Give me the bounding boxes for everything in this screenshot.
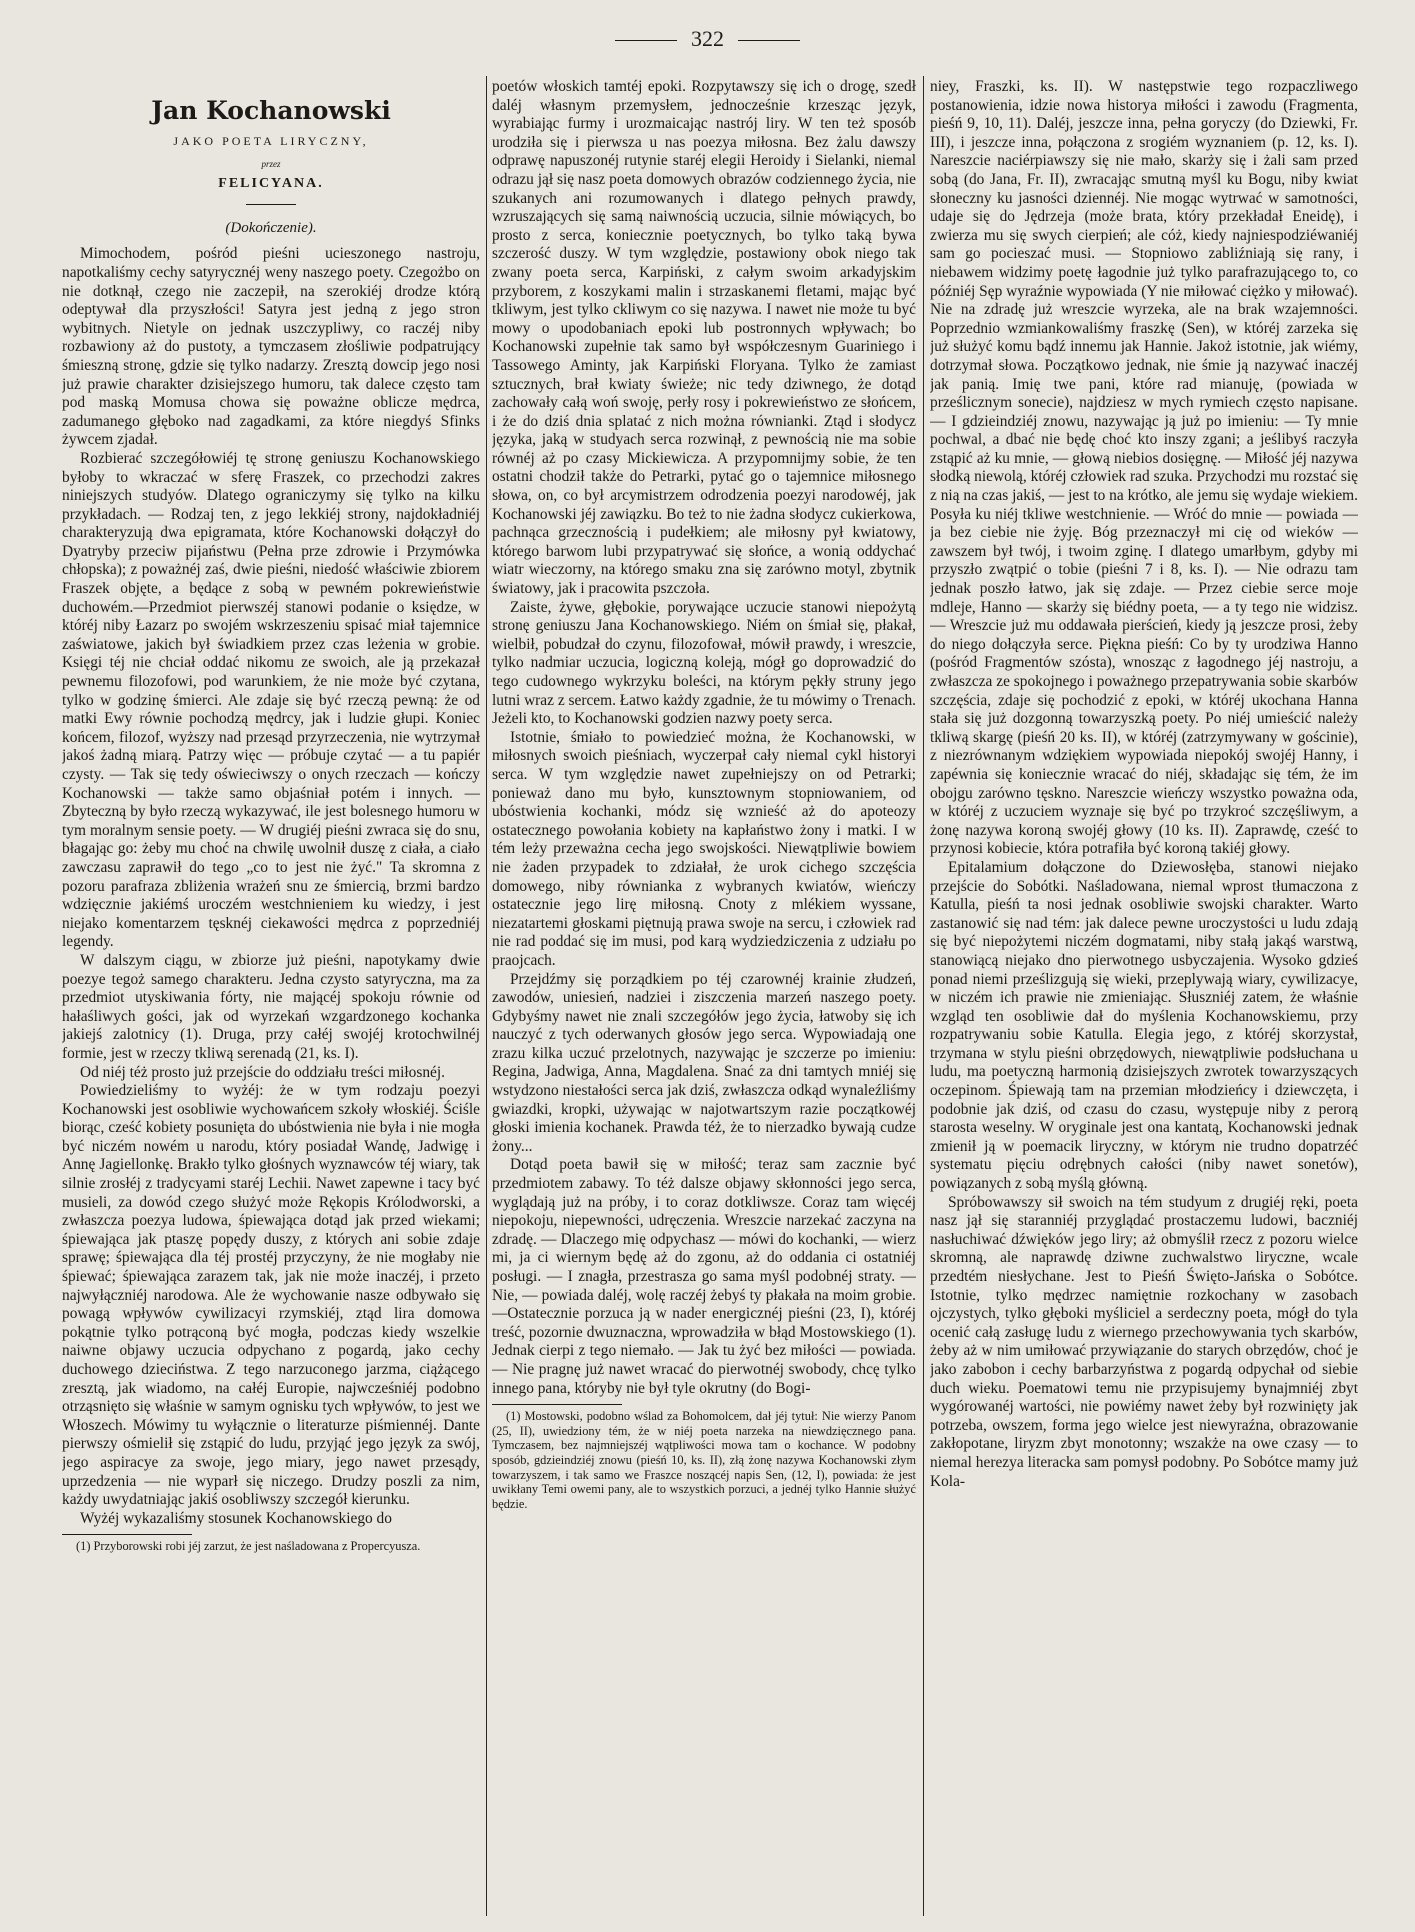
column-1	[62, 78, 480, 1916]
article-title: Jan Kochanowski	[151, 96, 391, 125]
paragraph: Istotnie, śmiało to powiedzieć można, że Kochanowski, w miłosnych swoich pieśniach, wyczerpał cały niemal cykl historyi serca. W tym względzie nawet zupełniejszy on od Petrarki; ponieważ dano mu było, kunsztownym stopniowaniem, od ubóstwienia kochanki, módz się wznieść aż do apoteozy ostatecznego powołania kobiety na kapłaństwo żony i matki. I w tém leży przeważna cecha jego swojskości. Niewątpliwie bowiem nie żaden przypadek to zdziałał, że urok cichego szczęścia domowego, niby równianka z wybranych kwiatów, wieńczy ostatecznie jego lirę miłosną. Cnoty z mlékiem wyssane, niezatartemi głoskami piętnują prawa swoje na sercu, i człowiek rad nie rad poddać się im musi, pod karą wydziedziczenia z udziału po praojcach.	[492, 728, 916, 969]
paragraph: Mimochodem, pośród pieśni ucieszonego nastroju, napotkaliśmy cechy satyrycznéj weny naszego poety. Czegożbo on nie dotknął, czego nie zaczepił, na szerokiéj drodze którą odeptywał dla przyszłości! Satyra jest jedną z jego stron wybitnych. Nietyle on jednak uszczypliwy, co raczéj niby rozbawiony aż do pustoty, a tymczasem złośliwie podpatrujący śmieszną stronę, gdzie się tylko nadarzy. Zresztą dowcip jego nosi już prawie charakter dzisiejszego humoru, tak dalece często tam pod maską Momusa chowa się poważne oblicze mędrca, zadumanego głęboko nad zagadkami, za które niegdyś Sfinks żywcem zjadał.	[62, 245, 480, 449]
column-divider	[923, 76, 924, 1916]
paragraph: Spróbowawszy sił swoich na tém studyum z drugiéj ręki, poeta nasz jął się staranniéj przyglądać prostaczemu ludowi, baczniéj nasłuchiwać dźwięków jego liry; aż obmyślił rzecz z pozoru wielce skromną, ale naprawdę dziwne zuchwalstwo liryczne, wcale przedtém niesłychane. Jest to Pieśń Święto-Jańska o Sobótce. Istotnie, tylko mędrzec namiętnie rozkochany w zasobach ojczystych, tylko głęboki myśliciel a serdeczny poeta, mógł do tyla ocenić całą zasługę ludu z wiernego przechowywania tych skarbów, żeby aż w nim umiłować przywiązanie do starych obrzędów, choć je jako zabobon i cechy barbarzyństwa z pogardą odpychał od siebie duch wieku. Poematowi temu nie przypisujemy bynajmniéj zbyt wygórowanéj wartości, nie powiémy nawet żeby był rozwinięty jak potrzeba, owszem, forma jego wielce jest niewyraźna, obrazowanie zakłopotane, liryzm zbyt monotonny; wszakże na owe czasy — to niemal herezya literacka sam pomysł podobny. Po Sobótce mamy już Kola-	[930, 1193, 1358, 1490]
paragraph: poetów włoskich tamtéj epoki. Rozpytawszy się ich o drogę, szedł daléj własnym przemysłem, jednocześnie krzesząc język, wyrabiając furmy i urozmaicając nastrój liry. W ten też sposób urodziła się i pierwsza u nas poezya miłosna. Bez żalu dawszy odprawę napuszonéj rutynie staréj elegii Heroidy i Sielanki, niemal odrazu jął się nasz poeta domowych obrazów codziennego życia, nie szukanych ani rozumowanych i dlatego pełnych prawdy, wzruszających się samą naiwnością uczucia, silnie mówiących, bo prosto z serca, koniecznie poetycznych, bo tylko taką bywa szczerość duszy. W tym względzie, postawiony obok niego tak zwany poeta serca, Karpiński, z całym swoim arkadyjskim przyborem, z koszykami malin i strzaskanemi fletami, mając być tkliwym, jest tylko ckliwym co się nazywa. I nawet nie może tu być mowy o upodobaniach epoki lub postronnych wpływach; bo Kochanowski zupełnie tak samo był współczesnym Guariniego i Tassowego Aminty, jak Karpiński Floryana. Tylko że zamiast sztucznych, brał kwiaty świeże; nic tedy dziwnego, że dotąd zachowały całą woń swoję, perły rosy i pokrewieństwo ze słońcem, i że do dziś dnia splatać z nich można równianki. Ztąd i słodycz języka, jaką w studyach serca rozwinął, z pewnością nie ma sobie równéj aż po czasy Mickiewicza. A przypomnijmy sobie, że ten ostatni chodził także do Petrarki, pytać go o tajemnice miłosnego słowa, on, co był arcymistrzem odrodzenia poezyi narodowéj, jak Kochanowski jéj zawiązku. Bo też to nie żadna słodycz cukierkowa, pachnąca grzecznością i pudełkiem; ale miłosny pył kwiatowy, którego barwom lubi przypatrywać się słońce, a wonią oddychać wiatr wieczorny, na którego smaku zna się zarówno motyl, zbytnik światowy, jak i pracowita pszczoła.	[492, 78, 916, 598]
title-rule	[246, 204, 296, 205]
page-number: 322	[691, 26, 724, 51]
column-divider	[486, 76, 487, 1916]
paragraph: Rozbierać szczegółowiéj tę stronę geniuszu Kochanowskiego byłoby to wkraczać w sferę Fraszek, co przechodzi zakres niniejszych studyów. Dlatego ograniczymy się tylko na kilku przykładach. — Rodzaj ten, z jego lekkiéj strony, najdokładniéj charakteryzują dwa epigramata, które Kochanowski dołączył do Dyatryby przeciw pijaństwu (Pełna prze zdrowie i Przymówka chłopska); z poważnéj zaś, dwie pieśni, niedość właściwie zbiorem Fraszek objęte, a będące z sobą w pewném pokrewieństwie duchowém.—Przedmiot pierwszéj stanowi podanie o księdze, w któréj niby Łazarz po swojém wskrzeszeniu spisać miał tajemnice zaświatowe, jakich był świadkiem przez czas leżenia w grobie. Księgi téj nie chciał oddać nikomu ze swoich, ale ją przekazał pewnemu filozofowi, pod warunkiem, że nie może być czytana, tylko w godzinę śmierci. Ale zdaje się być rzeczą pewną: że od matki Ewy równie pochodzą mędrcy, jak i ludzie głupi. Koniec końcem, filozof, wyższy nad przesąd przyrzeczenia, nie wytrzymał jakoś żadną miarą. Patrzy więc — próbuje czytać — a tu papiér czysty. — Tak się tedy oświeciwszy o onych rzeczach — kończy Kochanowski — także samo objaśniał potém i innych. — Zbyteczną by było rzeczą wykazywać, ile jest bolesnego humoru w tym moralnym sensie poety. — W drugiéj pieśni zwraca się do snu, błagając go: żeby mu choć na chwilę uwolnił duszę z ciała, a ciało zawczasu zaprawił do tego „co to jest nie żyć." Ta skromna z pozoru parafraza zbliżenia wrażeń snu ze śmiercią, brzmi bardzo wdzięcznie jakiémś uroczém westchnieniem ku wiedzy, i jest niejako komentarzem tęsknéj ciekawości mędrca z poprzedniéj legendy.	[62, 449, 480, 951]
page-number-header	[0, 26, 1415, 52]
paragraph: niey, Fraszki, ks. II). W następstwie tego rozpaczliwego postanowienia, idzie nowa historya miłości i zawodu (Fragmenta, pieśń 9, 10, 11). Daléj, jeszcze inna, pełna goryczy (do Dziewki, Fr. III), i jeszcze inna, połączona z srogiém wyznaniem (p. 12, ks. I). Nareszcie naciérpiawszy się nie mało, skarży się i żali sam przed sobą (do Jana, Fr. II), zwracając smutną myśl ku Bogu, niby kwiat słoneczny ku jasności dziennéj. Nie mogąc wytrwać w samotności, udaje się do Jędrzeja (może brata, który przekładał Eneidę), i zwierza mu się swych cierpień; ale cóż, kiedy najniespodziéwaniéj sam go pocieszać musi. — Stopniowo zabliźniają się rany, i niebawem widzimy poetę łagodnie już tylko parafrazującego to, co późniéj Sęp wyraźnie wypowiada (Y nie miłować ciężko y miłować). Nie na zdradę już wreszcie wyrzeka, ale na brak wzajemności. Poprzednio wzmiankowaliśmy fraszkę (Sen), w któréj zarzeka się już służyć komu bądź innemu jak Hannie. Jakoż istotnie, jak wiémy, dotrzymał słowa. Początkowo jednak, nie śmie ją nazywać inaczéj jak panią. Imię twe pani, które rad mianuję, (powiada w prześlicznym sonecie), najdziesz w mych rymiech często napisane. — I gdzieindziéj znowu, nazywając ją już po imieniu: — Ty mnie pochwal, a dbać nie będę choć kto inszy zgani; a jeślibyś raczyła zstąpić aż ku mnie, — głową niebios dosięgnę. — Miłość jéj nazywa słodką niewolą, któréj człowiek rad szuka. Przychodzi mu rozstać się z nią na czas jakiś, — jest to na krótko, ale jemu się wydaje wiekiem. Posyła ku niéj tkliwe westchnienie. — Wróć do mnie — powiada — ja bez ciebie nie żyję. Bóg przeznaczył mi cię od wieków — zawszem był twój, i twoim zginę. I dlatego umarłbym, gdyby mi przyszło zwątpić o tobie (pieśni 7 i 8, ks. I). — Nie odrazu tam jednak poszło łatwo, jak się zdaje. — Przez ciebie serce moje mdleje, Hanno — skarży się biédny poeta, — a ty tego nie widzisz. — Wreszcie już mu oddawała pierścień, kiedy ją jeszcze prosi, żeby do niego dołączyła serce. Piękna pieśń: Co by ty urodziwa Hanno (pośród Fragmentów szósta), wnosząc z łagodnego jéj nastroju, a zwłaszcza ze spokojnego i poważnego przepatrywania sobie skarbów szczęścia, zdaje się pochodzić z epoki, w któréj ukochana Hanna stała się już dozgonną towarzyszką poety. Po niéj umieścić należy tkliwą skargę (pieśń 20 ks. II), w któréj (zatrzymywany w gościnie), z niezrównanym wdziękiem wypowiada niepokój swojéj Hanny, i zapéwnia się koniecznie wracać do niéj, składając się tém, że im obojgu zarówno tęskno. Nareszcie wieńczy wszystko poważna oda, w któréj z uczuciem wyznaje się być po trzykroć szczęśliwym, a żonę nazywa koroną swojéj głowy (10 ks. II). Zaprawdę, cześć to przynosi kobiecie, która potrafiła być koroną takiéj głowy.	[930, 78, 1358, 858]
column-3	[930, 78, 1358, 1916]
paragraph: W dalszym ciągu, w zbiorze już pieśni, napotykamy dwie poezye tegoż samego charakteru. Jedna czysto satyryczna, ma za przedmiot utyskiwania fórty, nie mającéj spokoju równie od hałaśliwych gości, jak od wyrzekań wzgardzonego kochanka jakiejś zalotnicy (1). Druga, przy całéj swojéj krotochwilnéj formie, jest w rzeczy tkliwą serenadą (21, ks. I).	[62, 951, 480, 1062]
paragraph: Zaiste, żywe, głębokie, porywające uczucie stanowi niepożytą stronę geniuszu Jana Kochanowskiego. Niém on śmiał się, płakał, wielbił, pobudzał do czynu, filozofował, mówił prawdy, i wreszcie, tylko nadmiar uczucia, logiczną koleją, mógł go doprowadzić do tego cudownego wykrzyku boleści, na którym pękły struny jego lutni wraz z sercem. Łatwo każdy zgadnie, że tu mówimy o Trenach. Jeżeli kto, to Kochanowski godzien nazwy poety serca.	[492, 598, 916, 728]
header-rule-left	[615, 40, 677, 41]
byline: przez	[261, 158, 281, 169]
paragraph: Epitalamium dołączone do Dziewosłęba, stanowi niejako przejście do Sobótki. Naśladowana, niemal wprost tłumaczona z Katulla, pieśń ta nosi jednak osobliwie swojski charakter. Warto zastanowić się nad tém: jak dalece pewne uroczystości u ludu zdają się być niepożytemi niczém dogmatami, niby stałą jakąś warstwą, stanowiącą niejako dno pierwotnego usbyczajenia. Wysoko gdzieś ponad niemi prześlizgują się wieki, przeplywają wiary, cywilizacye, w niczém ich prawie nie zmieniając. Słuszniéj zatem, że właśnie wzgląd ten osobliwie dał do myślenia Kochanowskiemu, przy rozpatrywaniu sobie Katulla. Elegia jego, z któréj skorzystał, trzymana w stylu pieśni obrzędowych, niewątpliwie podsłuchana u ludu, ma poetyczną harmonią dzisiejszych zwrotek towarzyszących oczepinom. Śpiewają tam na przemian młodzieńcy i dziewczęta, i podobnie jak dziś, od czasu do czasu, występuje niby z perorą starosta weselny. W oryginale jest ona kantatą, Kochanowski jednak zmienił ją w poemacik liryczny, w którym nie trudno dopatrzéć systematu pięciu odrębnych całości (niby nawet sonetów), powiązanych z sobą myślą główną.	[930, 858, 1358, 1193]
paragraph: Dotąd poeta bawił się w miłość; teraz sam zacznie być przedmiotem zabawy. To téż dalsze objawy skłonności jego serca, wyglądają już na próby, i to coraz dotkliwsze. Coraz tam więcéj niepokoju, niepewności, udręczenia. Wreszcie narzekać zaczyna na zdradę. — Dlaczego mię odpychasz — mówi do kochanki, — wierz mi, ja ci wiernym będę aż do zgonu, aż do oddania ci ostatniéj posługi. — I znagła, przestrasza go sama myśl podobnéj straty. — Nie, — powiada daléj, wolę raczéj żebyś ty płakała na moim grobie.—Ostatecznie porzuca ją w nader energicznéj pieśni (23, I), któréj treść, pozornie dwuznaczna, wprowadziła w błąd Mostowskiego (1). Jednak cierpi z tego niemało. — Jak tu żyć bez miłości — powiada. — Nie pragnę już nawet wracać do pierwotnéj swobody, chcę tylko innego pana, któryby nie był tyle okrutny (do Bogi-	[492, 1156, 916, 1397]
footnote: (1) Mostowski, podobno wślad za Bohomolcem, dał jéj tytuł: Nie wierzy Panom (25, II), uwiedziony tém, że w niéj poeta narzeka na niewdzięcznego pana. Tymczasem, bez najmniejszéj wątpliwości mowa tam o kochance. W podobny sposób, gdzieindziéj znowu (pieśń 10, ks. II), złą żonę nazywa Kochanowski złym towarzyszem, i tak samo we Fraszce noszącéj napis Sen, (12, I), powiada: że jest uwikłany Temi owemi pany, ale to wszystkich porzuci, a jednéj tylko Hannie służyć będzie.	[492, 1409, 916, 1511]
column-2	[492, 78, 916, 1916]
article-subtitle: JAKO POETA LIRYCZNY,	[173, 134, 369, 148]
footnote-rule	[492, 1404, 622, 1405]
paragraph: Wyżéj wykazaliśmy stosunek Kochanowskiego do	[80, 1509, 392, 1527]
article-author: FELICYANA.	[218, 176, 324, 192]
paragraph: Przejdźmy się porządkiem po téj czarownéj krainie złudzeń, zawodów, uniesień, nadziei i ziszczenia marzeń naszego poety. Gdybyśmy nawet nie znali szczegółów jego życia, łatwoby się ich nauczyć z tych oderwanych głosów jego serca. Wypowiadają one zrazu kilka uczuć przelotnych, nazywając je szczerze po imieniu: Regina, Jadwiga, Anna, Magdalena. Snać za dni tamtych mniéj się wstydzono niestałości serca jak dziś, zwłaszcza odkąd wynaleźliśmy gwiazdki, kropki, używając w najotwartszym razie początkowéj głoski imienia kochanek. Prawda téż, że to nierzadko bywają cudze żony...	[492, 970, 916, 1155]
footnote: (1) Przyborowski robi jéj zarzut, że jest naśladowana z Propercyusza.	[76, 1539, 421, 1554]
footnote-rule	[62, 1534, 192, 1535]
paragraph: Od niéj téż prosto już przejście do oddziału treści miłosnéj.	[80, 1063, 445, 1081]
continuation-note: (Dokończenie).	[225, 219, 317, 236]
header-rule-right	[738, 40, 800, 41]
paragraph: Powiedzieliśmy to wyżéj: że w tym rodzaju poezyi Kochanowski jest osobliwie wychowańcem szkoły włoskiéj. Ściśle biorąc, cześć kobiety posunięta do ubóstwienia nie była i nie mogła być niczém nowém u narodu, który posiadał Wandę, Jadwigę i Annę Jagiellonkę. Brakło tylko głośnych wyznawców téj wiary, tak silnie zrosłéj z tradycyami staréj Lechii. Nawet zapewne i tacy być musieli, za dowód czego służyć może Rękopis Królodworski, a zwłaszcza poezya ludowa, śpiewająca dotąd jak przed wiekami; śpiewająca jak ptaszę popędy duszy, z których ani sobie zdaje sprawę; śpiewająca dla téj prostéj przyczyny, że nie mogłaby nie śpiewać; śpiewająca zarazem tak, jak nie może inaczéj, i przeto najwyłączniéj narodowa. Ale że wychowanie nasze odbywało się powagą wpływów cywilizacyi rzymskiéj, ztąd lira domowa pokątnie tylko potrąconą być mogła, podczas kiedy wszelkie naiwne objawy uczucia odpychano z pogardą, jako cechy duchowego dzieciństwa. Z tego narzuconego jarzma, ciążącego zresztą, jak wiadomo, na całéj Europie, najwcześniéj podobno otrząsnięto się właśnie w samym ognisku tych wpływów, to jest we Włoszech. Mówimy tu wyłącznie o literaturze piśmiennéj. Dante pierwszy ośmielił się zstąpić do ludu, przyjąć jego język za swój, jego aspiracye za swoje, jego miary, jego nawet przesądy, uprzedzenia — nie wyparł się niczego. Drudzy poszli za nim, każdy uwydatniając jakiś osobliwszy szczegół kierunku.	[62, 1082, 480, 1509]
